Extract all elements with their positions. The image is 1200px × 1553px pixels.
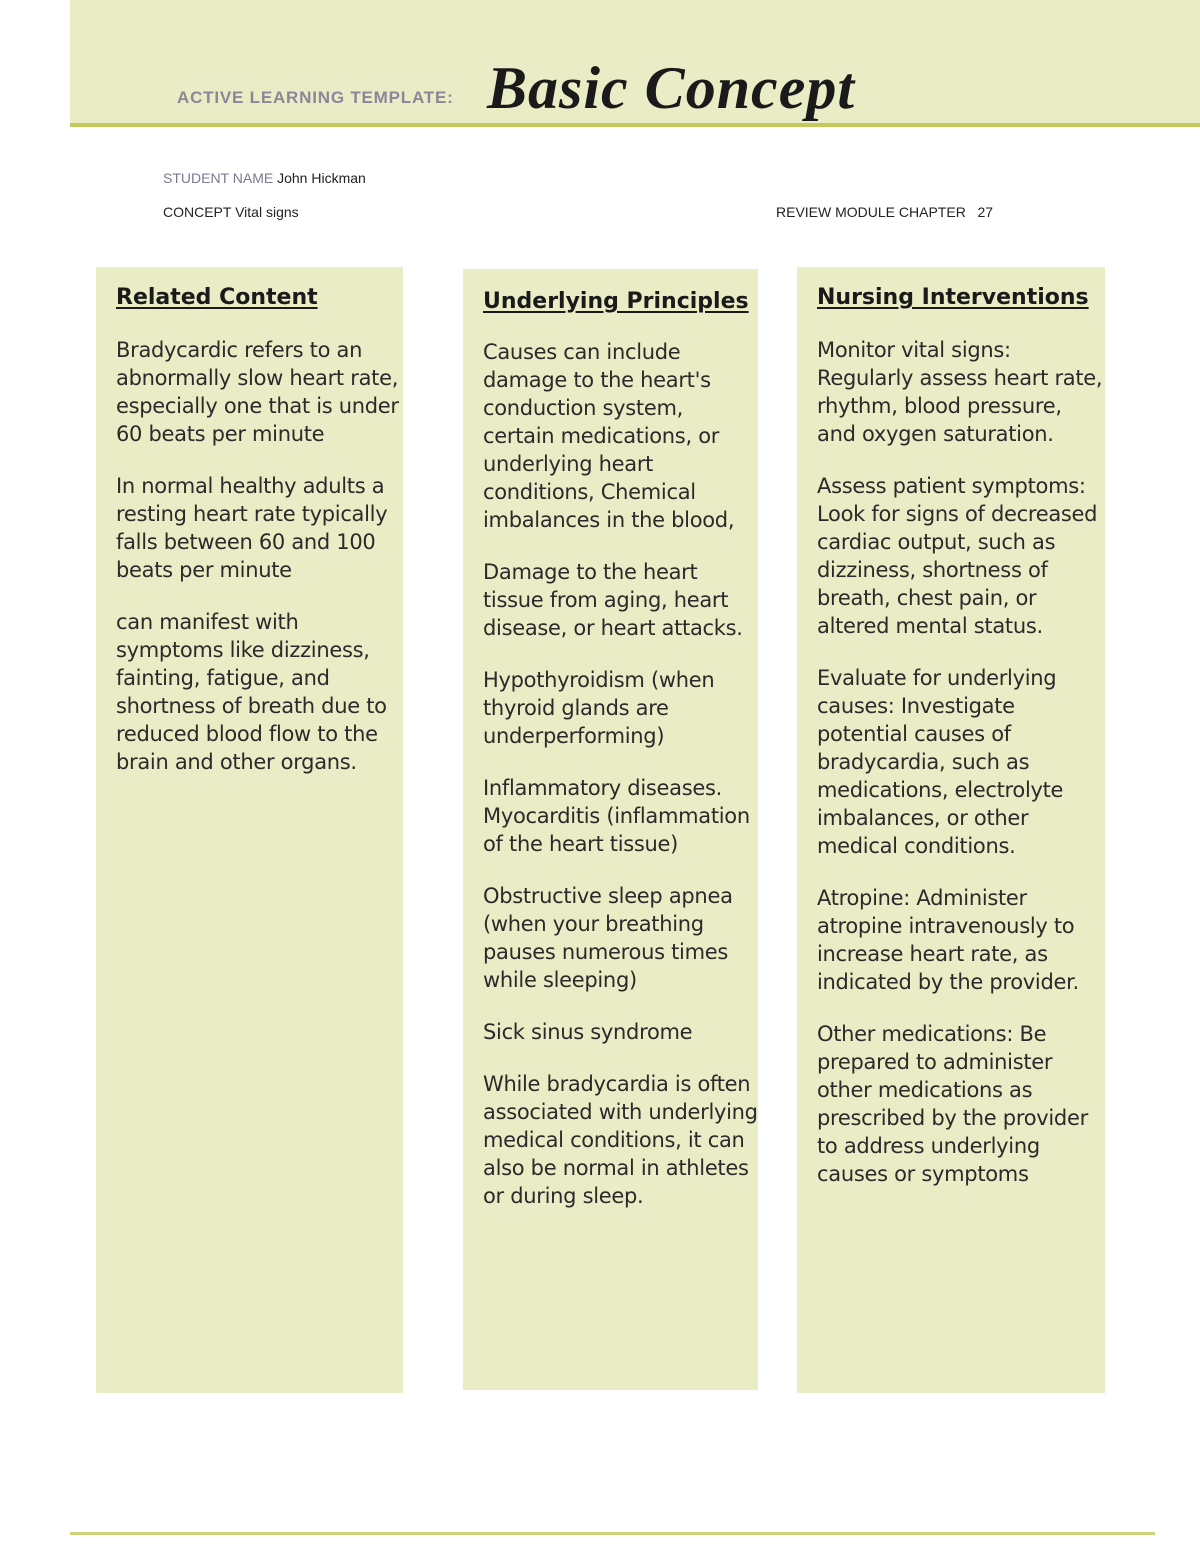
template-title: Basic Concept [487,55,855,121]
concept-label: CONCEPT [163,204,232,220]
principles-paragraph: While bradycardia is often associated with underlying medical conditions, it can also be normal in athletes or during sleep. [483,1072,758,1208]
student-name-label: STUDENT NAME [163,170,274,186]
review-module-chapter: 27 [977,204,994,220]
principles-paragraph: Hypothyroidism (when thyroid glands are underperforming) [483,668,715,748]
nursing-paragraph: Atropine: Administer atropine intravenously to increase heart rate, as indicated by the provider. [817,886,1079,994]
nursing-paragraph: Other medications: Be prepared to administer other medications as prescribed by the provider to address underlying causes or symptoms [817,1022,1088,1186]
principles-paragraph: Sick sinus syndrome [483,1020,693,1044]
related-paragraph: Bradycardic refers to an abnormally slow heart rate, especially one that is under 60 beats per minute [116,338,399,446]
related-content-heading: Related Content [116,285,318,310]
underlying-principles-heading: Underlying Principles [483,289,749,314]
principles-paragraph: Causes can include damage to the heart's conduction system, certain medications, or underlying heart conditions, Chemical imbalances in the blood, [483,340,735,532]
review-module-label: REVIEW MODULE CHAPTER [776,204,966,220]
underlying-principles-column [463,269,758,1390]
footer-divider [70,1532,1155,1535]
header-divider [70,123,1200,127]
principles-paragraph: Inflammatory diseases. Myocarditis (inflammation of the heart tissue) [483,776,750,856]
nursing-interventions-column [797,267,1105,1393]
related-paragraph: In normal healthy adults a resting heart rate typically falls between 60 and 100 beats per minute [116,474,388,582]
nursing-paragraph: Monitor vital signs: Regularly assess heart rate, rhythm, blood pressure, and oxygen saturation. [817,338,1103,446]
nursing-paragraph: Assess patient symptoms: Look for signs of decreased cardiac output, such as dizziness, shortness of breath, chest pain, or altered mental status. [817,474,1098,638]
nursing-paragraph: Evaluate for underlying causes: Investigate potential causes of bradycardia, such as medications, electrolyte imbalances, or other medical conditions. [817,666,1064,858]
concept-line [163,204,299,220]
related-paragraph: can manifest with symptoms like dizziness, fainting, fatigue, and shortness of breath due to reduced blood flow to the brain and other organs. [116,610,387,774]
nursing-interventions-heading: Nursing Interventions [817,285,1089,310]
principles-paragraph: Damage to the heart tissue from aging, heart disease, or heart attacks. [483,560,743,640]
student-name-line [163,170,366,186]
template-label: ACTIVE LEARNING TEMPLATE: [177,88,454,107]
concept-value: Vital signs [235,204,299,220]
student-name-value: John Hickman [277,170,366,186]
related-content-column [96,267,403,1393]
review-module-line [776,204,993,220]
principles-paragraph: Obstructive sleep apnea (when your breathing pauses numerous times while sleeping) [483,884,733,992]
